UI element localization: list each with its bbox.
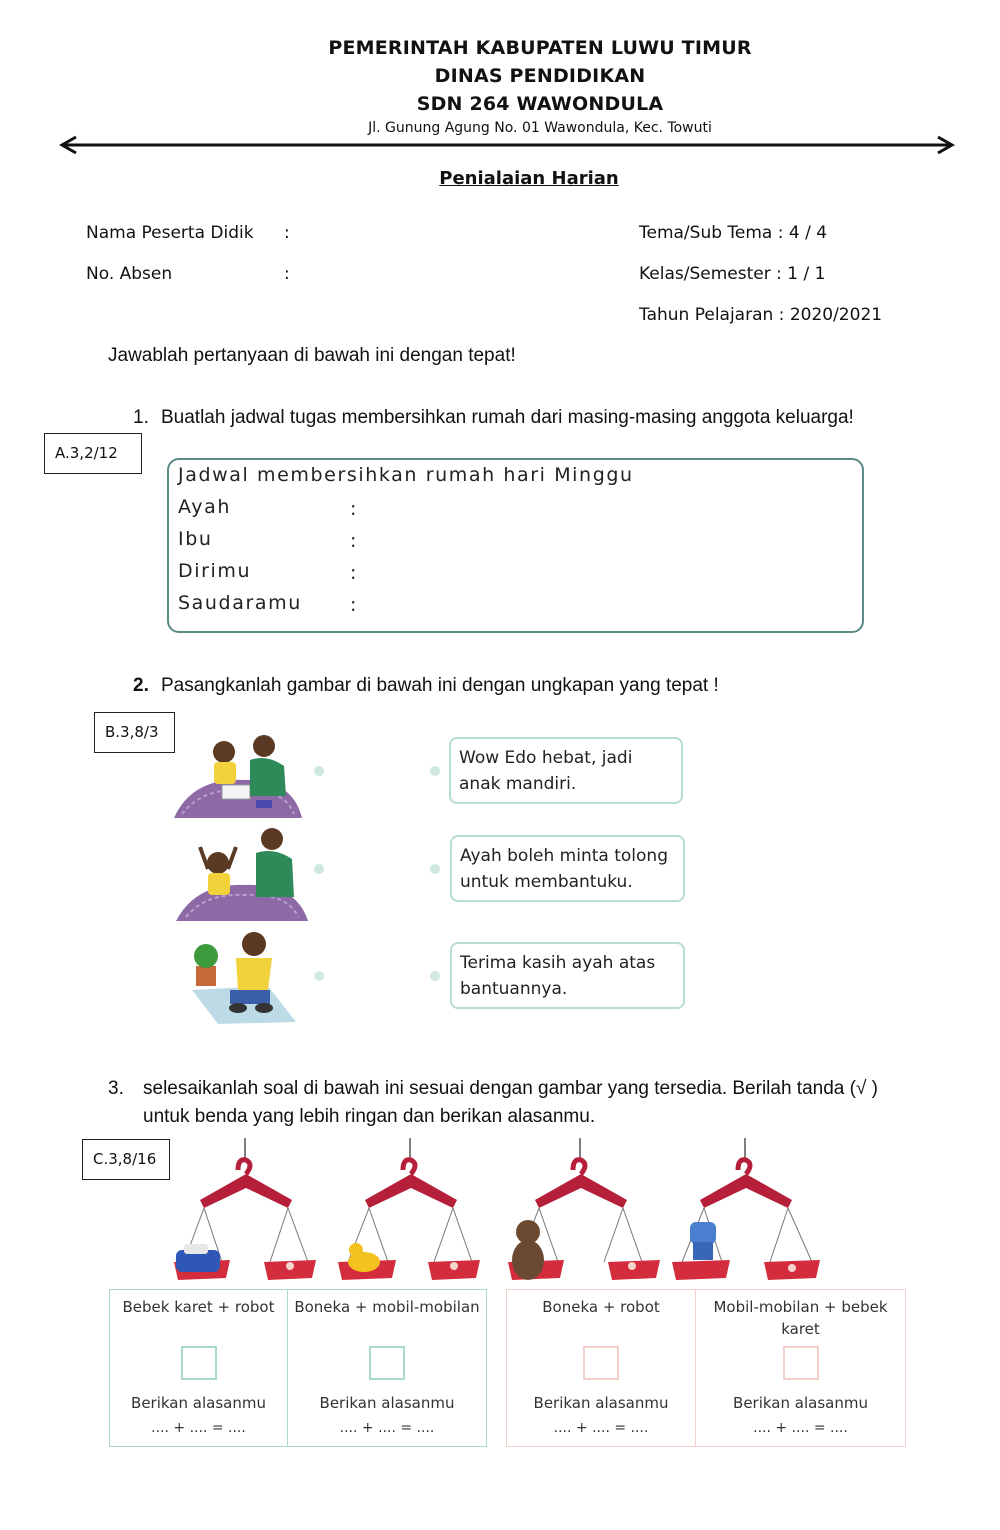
schedule-row-label: Saudaramu [178, 592, 302, 614]
header-divider-arrow [58, 134, 956, 156]
q3-text-line2: untuk benda yang lebih ringan dan berikan alasanmu. [143, 1106, 596, 1127]
cell-reason: Berikan alasanmu [131, 1394, 266, 1412]
cell-name: Boneka + mobil-mobilan [294, 1298, 480, 1316]
hanger-balance [672, 1138, 820, 1280]
hanger-balance [174, 1138, 316, 1280]
q1-number: 1. [133, 407, 149, 428]
match-dot-left[interactable] [314, 766, 324, 776]
match-dot-right[interactable] [430, 971, 440, 981]
match-dot-right[interactable] [430, 766, 440, 776]
schedule-row-label: Ibu [178, 528, 213, 550]
phrase-line: untuk membantuku. [460, 872, 633, 892]
match-dot-right[interactable] [430, 864, 440, 874]
picture-cheering [172, 825, 312, 923]
hanger-balance [508, 1138, 660, 1280]
cell-name: Bebek karet + robot [122, 1298, 275, 1316]
schedule-row-colon: : [350, 530, 359, 552]
q1-code: A.3,2/12 [44, 433, 142, 474]
checkbox[interactable] [783, 1346, 819, 1380]
cell-equation[interactable]: .... + .... = .... [753, 1420, 848, 1436]
cell-reason: Berikan alasanmu [733, 1394, 868, 1412]
answer-cell [287, 1289, 487, 1447]
cell-reason: Berikan alasanmu [319, 1394, 455, 1412]
phrase-line: bantuannya. [460, 979, 568, 999]
absen-colon: : [284, 264, 290, 284]
absen-label: No. Absen [86, 264, 173, 284]
schedule-row-label: Ayah [178, 496, 232, 518]
header-address: Jl. Gunung Agung No. 01 Wawondula, Kec. Towuti [368, 120, 712, 136]
checkbox[interactable] [181, 1346, 217, 1380]
cell-name: Mobil-mobilan + bebek karet [713, 1298, 888, 1338]
schedule-row-colon: : [350, 498, 359, 520]
phrase-line: Terima kasih ayah atas [460, 953, 656, 973]
cell-reason: Berikan alasanmu [533, 1394, 669, 1412]
student-name-colon: : [284, 223, 290, 243]
cell-equation[interactable]: .... + .... = .... [151, 1420, 246, 1436]
phrase-line: anak mandiri. [459, 774, 577, 794]
match-dot-left[interactable] [314, 971, 324, 981]
balance-illustration [160, 1138, 840, 1288]
schedule-row-colon: : [350, 562, 359, 584]
phrase-card[interactable] [450, 942, 685, 1009]
q3-number: 3. [108, 1078, 124, 1099]
header-government: PEMERINTAH KABUPATEN LUWU TIMUR [328, 37, 752, 59]
tema-info: Tema/Sub Tema : 4 / 4 [639, 223, 828, 243]
q2-code: B.3,8/3 [94, 712, 175, 753]
q3-text-line1: selesaikanlah soal di bawah ini sesuai dengan gambar yang tersedia. Berilah tanda (√ ) [143, 1078, 878, 1099]
header-school: SDN 264 WAWONDULA [416, 93, 664, 115]
schedule-title: Jadwal membersihkan rumah hari Minggu [178, 464, 634, 486]
student-name-label: Nama Peserta Didik [86, 223, 254, 243]
tahun-info: Tahun Pelajaran : 2020/2021 [639, 305, 883, 325]
checkbox[interactable] [583, 1346, 619, 1380]
picture-shoes [188, 928, 298, 1026]
match-dot-left[interactable] [314, 864, 324, 874]
page-title: Penialaian Harian [439, 168, 619, 189]
phrase-card[interactable] [450, 835, 685, 902]
q3-code: C.3,8/16 [82, 1139, 170, 1180]
schedule-row-label: Dirimu [178, 560, 252, 582]
hanger-balance [338, 1138, 480, 1280]
picture-homework [172, 730, 304, 820]
phrase-line: Wow Edo hebat, jadi [459, 748, 633, 768]
phrase-line: Ayah boleh minta tolong [460, 846, 668, 866]
cell-equation[interactable]: .... + .... = .... [339, 1420, 435, 1436]
cell-name: Boneka + robot [542, 1298, 660, 1316]
q1-text: Buatlah jadwal tugas membersihkan rumah dari masing-masing anggota keluarga! [161, 407, 854, 428]
q2-number: 2. [133, 675, 149, 696]
phrase-card[interactable] [449, 737, 683, 804]
answer-cell [695, 1289, 906, 1447]
instruction: Jawablah pertanyaan di bawah ini dengan tepat! [108, 345, 516, 366]
answer-cell [109, 1289, 288, 1447]
q2-text: Pasangkanlah gambar di bawah ini dengan ungkapan yang tepat ! [161, 675, 719, 696]
checkbox[interactable] [369, 1346, 405, 1380]
header-department: DINAS PENDIDIKAN [434, 65, 646, 87]
answer-cell [506, 1289, 696, 1447]
kelas-info: Kelas/Semester : 1 / 1 [639, 264, 826, 284]
cell-equation[interactable]: .... + .... = .... [553, 1420, 649, 1436]
schedule-row-colon: : [350, 594, 359, 616]
